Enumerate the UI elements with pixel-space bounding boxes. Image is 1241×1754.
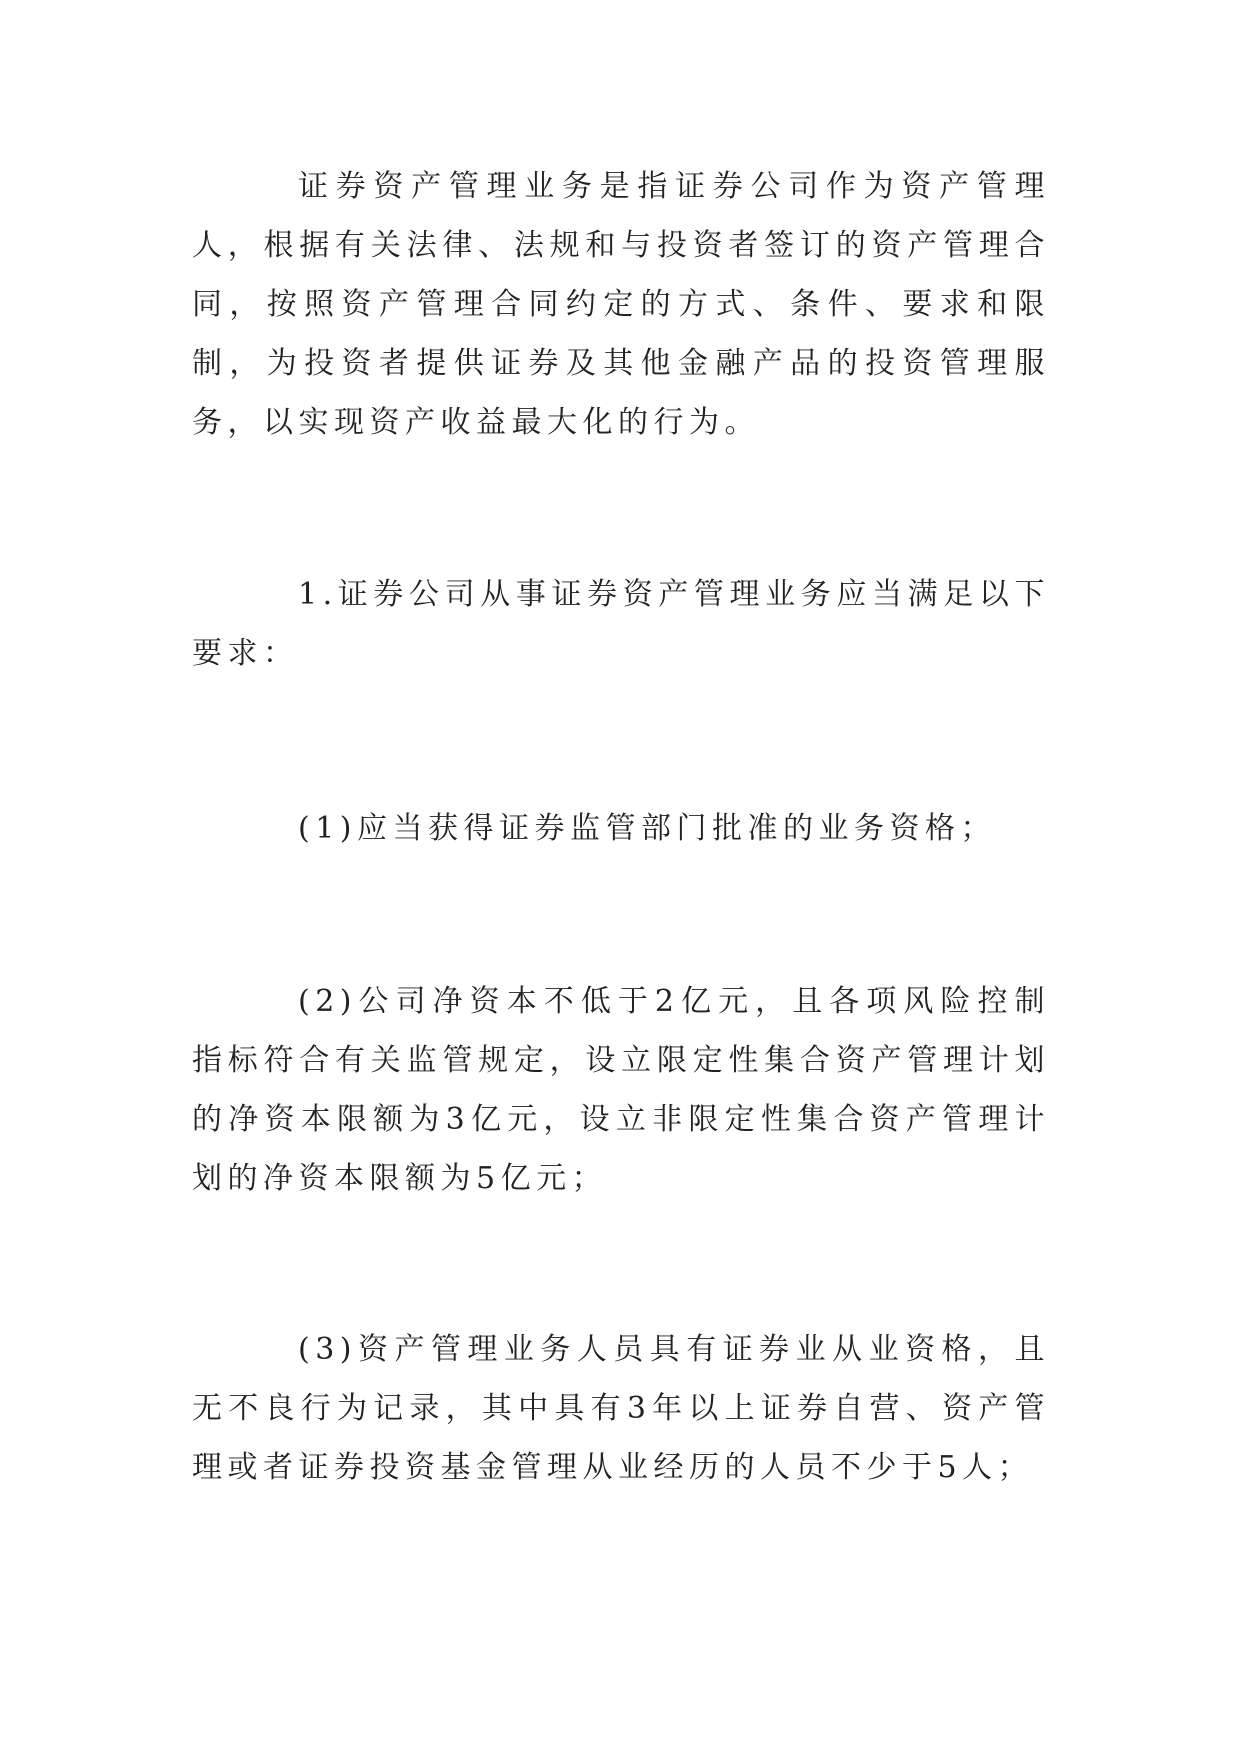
definition-paragraph: 证券资产管理业务是指证券公司作为资产管理人，根据有关法律、法规和与投资者签订的资产管理合同，按照资产管理合同约定的方式、条件、要求和限制，为投资者提供证券及其他金融产品的投资管理服务，以实现资产收益最大化的行为。 xyxy=(192,169,1050,440)
requirement-item-1: (1)应当获得证券监管部门批准的业务资格； xyxy=(298,811,996,846)
requirement-item-2: (2)公司净资本不低于2亿元，且各项风险控制指标符合有关监管规定，设立限定性集合资产管理计划的净资本限额为3亿元，设立非限定性集合资产管理计划的净资本限额为5亿元； xyxy=(192,984,1050,1196)
requirement-item-3: (3)资产管理业务人员具有证券业从业资格，且无不良行为记录，其中具有3年以上证券自营、资产管理或者证券投资基金管理从业经历的人员不少于5人； xyxy=(192,1332,1050,1485)
requirements-heading-paragraph: 1.证券公司从事证券资产管理业务应当满足以下要求： xyxy=(192,577,1050,671)
